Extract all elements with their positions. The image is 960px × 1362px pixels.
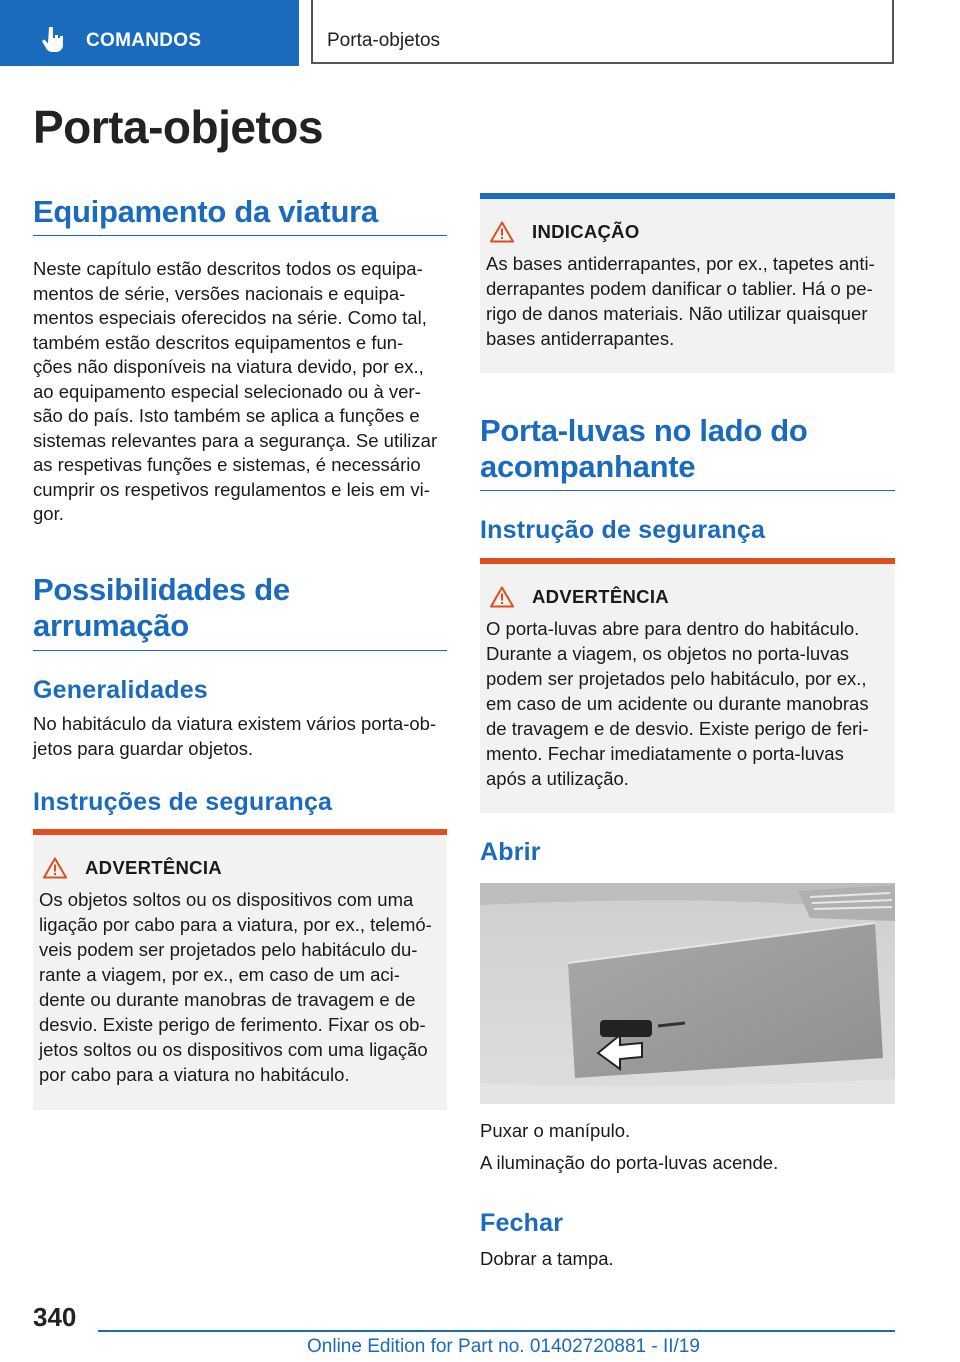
close-heading: Fechar [480,1209,564,1237]
warning-triangle-icon [490,586,514,608]
pointing-hand-icon [40,25,66,53]
heading-rule [33,650,447,651]
heading-rule [480,490,895,491]
glovebox-heading: Porta-luvas no lado do acompanhante [480,413,808,484]
warning-text: O porta-luvas abre para dentro do habitáculo. Durante a viagem, os objetos no porta-luvas podem ser projetados pelo habitáculo, por ex., em caso de um acidente ou durante manobras de travagem e de desvio. Existe perigo de feri- mento. Fechar imediatamente o porta-luvas após a utilização. [486,618,869,789]
storage-heading: Possibilidades de arrumação [33,572,290,643]
open-step-2: A iluminação do porta-luvas acende. [480,1152,779,1173]
open-step-1: Puxar o manípulo. [480,1120,631,1141]
page-number: 340 [33,1302,77,1332]
section-tab[interactable] [0,0,299,66]
footer-rule [98,1330,895,1332]
warning-title: ADVERTÊNCIA [85,857,222,878]
safety-heading-left: Instruções de segurança [33,788,333,816]
glovebox-illustration [480,883,895,1104]
equipment-heading: Equipamento da viatura [33,194,378,229]
general-text: No habitáculo da viatura existem vários porta-ob- jetos para guardar objetos. [33,713,437,759]
page-title: Porta-objetos [33,101,323,153]
warning-header [490,586,889,608]
warning-triangle-icon [43,857,67,879]
general-heading: Generalidades [33,676,208,704]
open-heading: Abrir [480,838,541,866]
notice-text: As bases antiderrapantes, por ex., tapetes anti- derrapantes podem danificar o tablier. Há o pe- rigo de danos materiais. Não utilizar quaisquer bases antiderrapantes. [486,253,875,349]
warning-title: ADVERTÊNCIA [532,586,669,607]
edition-text: Online Edition for Part no. 01402720881 - II/19 [307,1336,700,1357]
warning-box-left [33,829,447,1110]
page-tab-label: Porta-objetos [327,30,441,51]
warning-box-right [480,558,895,813]
warning-text: Os objetos soltos ou os dispositivos com uma ligação por cabo para a viatura, por ex., telemó- veis podem ser projetados pelo habitáculo du- rante a viagem, por ex., em caso de um aci- dente ou durante manobras de travagem e de desvio. Existe perigo de ferimento. Fixar os ob- jetos soltos ou os dispositivos com uma ligação por cabo para a viatura no habitáculo. [39,889,432,1085]
notice-title: INDICAÇÃO [532,221,640,242]
section-tab-label: COMANDOS [86,30,202,51]
warning-header [43,857,441,879]
notice-header [490,221,889,243]
notice-box [480,193,895,373]
equipment-text: Neste capítulo estão descritos todos os equipa- mentos de série, versões nacionais e equipa- mentos especiais oferecidos na série. Como tal, também estão descritos equipamentos e fun- ções não disponíveis na viatura devido, por ex., ao equipamento especial selecionado ou à ver- são do país. Isto também se aplica a funções e sistemas relevantes para a segurança. Se utilizar as respetivas funções e sistemas, é necessário cumprir os respetivos regulamentos e leis em vi- gor. [33,258,438,524]
page-tab[interactable] [311,0,894,64]
safety-heading-right: Instrução de segurança [480,516,766,544]
heading-rule [33,235,447,236]
notice-triangle-icon [490,221,514,243]
close-text: Dobrar a tampa. [480,1248,614,1269]
